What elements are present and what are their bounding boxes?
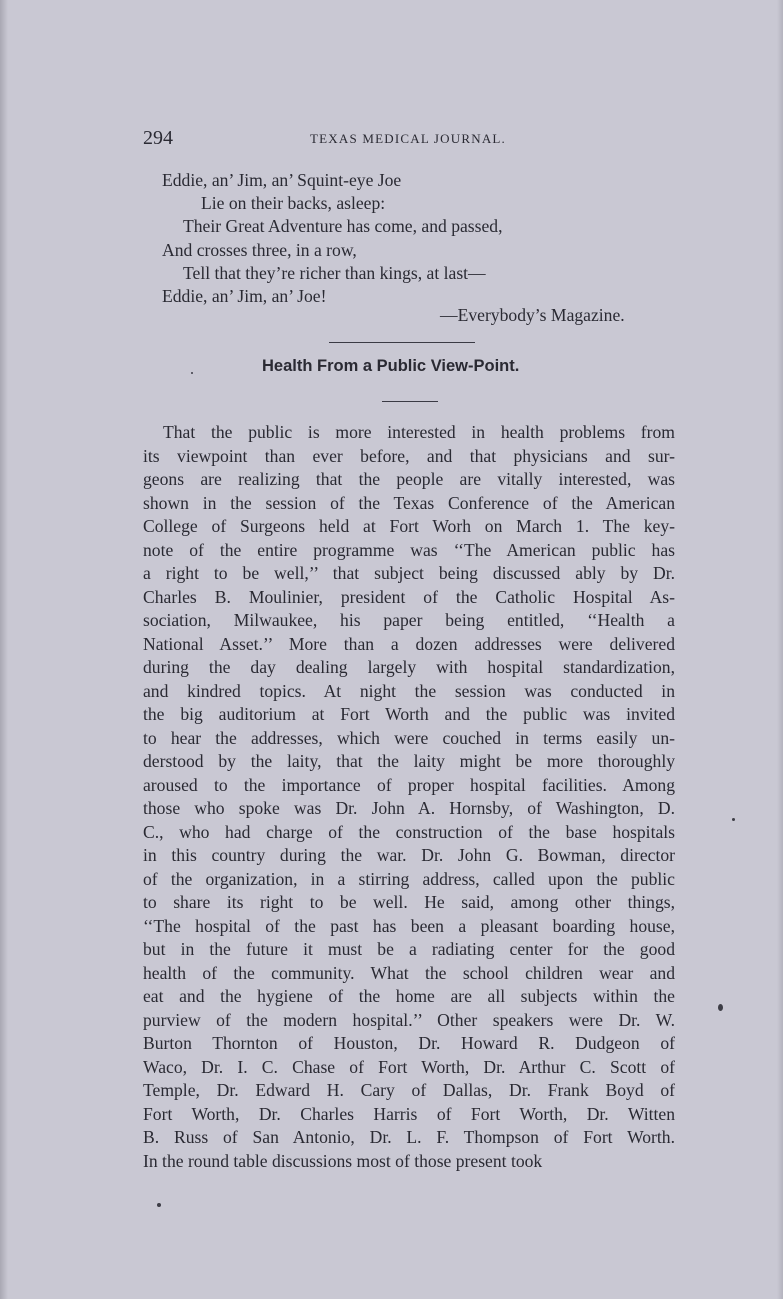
paper-speck: [157, 1203, 161, 1207]
page-edge-left: [0, 0, 8, 1299]
section-divider: [329, 342, 475, 343]
page-edge-right: [777, 0, 783, 1299]
running-head: TEXAS MEDICAL JOURNAL.: [310, 131, 506, 146]
body-line: College of Surgeons held at Fort Worh on March 1. The key-: [143, 516, 675, 536]
body-line: Charles B. Moulinier, president of the Catholic Hospital As-: [143, 586, 675, 607]
paper-speck: [191, 372, 193, 374]
body-line: ‘‘The hospital of the past has been a pleasant boarding house,: [143, 915, 675, 936]
body-line: Temple, Dr. Edward H. Cary of Dallas, Dr. Frank Boyd of: [143, 1080, 675, 1100]
body-line: C., who had charge of the construction of the base hospitals: [143, 821, 675, 842]
page-number: 294: [143, 127, 173, 149]
body-line: health of the community. What the school children wear and: [143, 962, 675, 983]
body-line: That the public is more interested in health problems from: [163, 422, 675, 442]
body-line: its viewpoint than ever before, and that physicians and sur-: [143, 445, 675, 466]
page-header: [143, 127, 673, 151]
body-line: In the round table discussions most of those present took: [143, 1150, 543, 1171]
body-line: Burton Thornton of Houston, Dr. Howard R. Dudgeon of: [143, 1033, 675, 1053]
poem-line: Lie on their backs, asleep:: [201, 193, 386, 214]
article-body: [143, 421, 675, 1173]
title-rule: [382, 401, 438, 402]
body-line: B. Russ of San Antonio, Dr. L. F. Thompson of Fort Worth.: [143, 1127, 675, 1147]
poem-line: And crosses three, in a row,: [162, 239, 357, 260]
body-line: to hear the addresses, which were couched in terms easily un-: [143, 727, 675, 748]
body-line: Waco, Dr. I. C. Chase of Fort Worth, Dr. Arthur C. Scott of: [143, 1056, 675, 1077]
body-line: but in the future it must be a radiating center for the good: [143, 939, 675, 959]
body-line: derstood by the laity, that the laity might be more thoroughly: [143, 751, 675, 771]
poem-line: Tell that they’re richer than kings, at last—: [183, 262, 486, 283]
body-line: the big auditorium at Fort Worth and the public was invited: [143, 704, 675, 724]
poem: [162, 169, 682, 308]
body-line: aroused to the importance of proper hospital facilities. Among: [143, 774, 675, 795]
body-line: shown in the session of the Texas Conference of the American: [143, 492, 675, 513]
article-title: Health From a Public View-Point.: [262, 357, 520, 375]
body-line: a right to be well,’’ that subject being discussed ably by Dr.: [143, 563, 675, 583]
body-line: to share its right to be well. He said, among other things,: [143, 892, 675, 912]
body-line: and kindred topics. At night the session was conducted in: [143, 680, 675, 701]
body-line: those who spoke was Dr. John A. Hornsby, of Washington, D.: [143, 798, 675, 818]
body-line: National Asset.’’ More than a dozen addresses were delivered: [143, 633, 675, 654]
body-line: of the organization, in a stirring address, called upon the public: [143, 868, 675, 889]
paper-speck: [718, 1004, 723, 1011]
body-line: eat and the hygiene of the home are all subjects within the: [143, 986, 675, 1006]
body-line: during the day dealing largely with hospital standardization,: [143, 657, 675, 677]
body-line: Fort Worth, Dr. Charles Harris of Fort Worth, Dr. Witten: [143, 1103, 675, 1124]
body-line: purview of the modern hospital.’’ Other speakers were Dr. W.: [143, 1009, 675, 1030]
body-line: in this country during the war. Dr. John G. Bowman, director: [143, 845, 675, 865]
body-line: sociation, Milwaukee, his paper being entitled, ‘‘Health a: [143, 610, 675, 630]
poem-attribution: —Everybody’s Magazine.: [440, 305, 625, 325]
paper-speck: [732, 818, 735, 821]
body-line: geons are realizing that the people are vitally interested, was: [143, 469, 675, 489]
poem-line: Their Great Adventure has come, and passed,: [183, 216, 503, 237]
poem-line: Eddie, an’ Jim, an’ Joe!: [162, 286, 327, 307]
body-line: note of the entire programme was ‘‘The American public has: [143, 539, 675, 560]
poem-line: Eddie, an’ Jim, an’ Squint-eye Joe: [162, 170, 402, 190]
